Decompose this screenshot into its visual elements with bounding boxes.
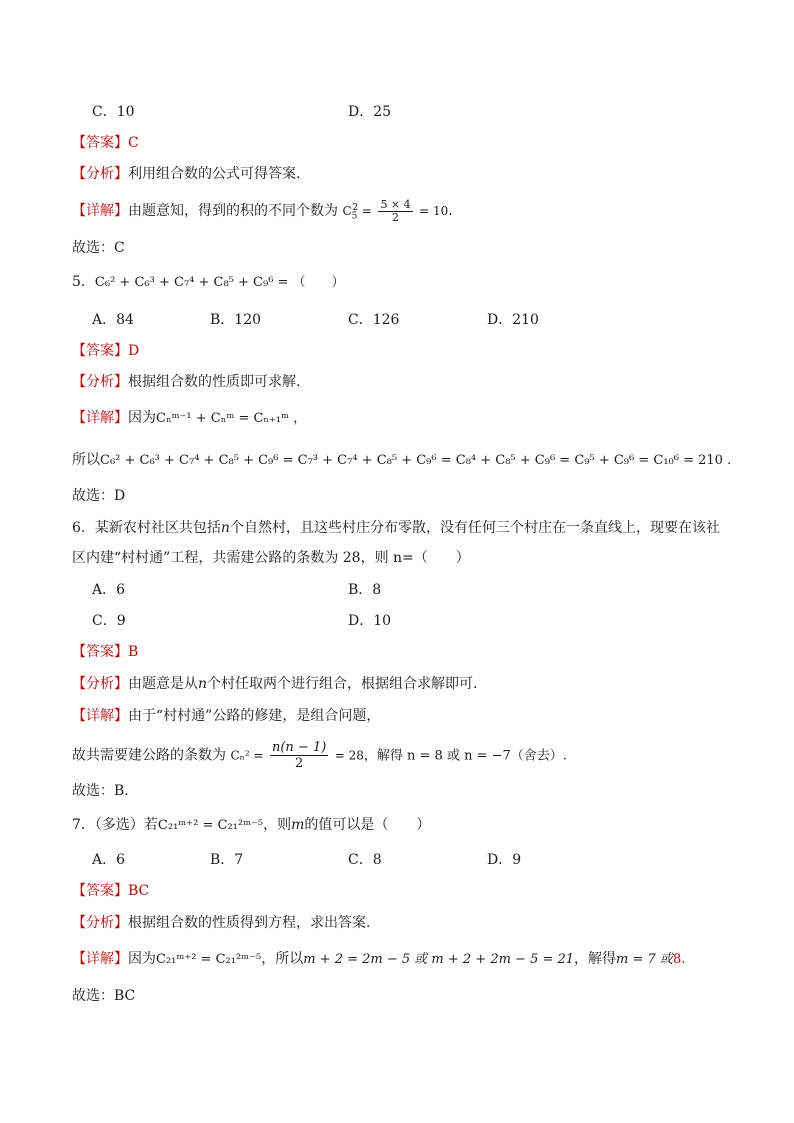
answer-value: C [128,135,139,151]
fraction: $\frac{n(n - 1)}{2}$ [271,740,327,771]
q5-so: 所以C₆² + C₆³ + C₇⁴ + C₈⁵ + C₉⁶ = C₇³ + C₇⁴ + C₈⁵ + C₉⁶ = C₈⁴ + C₈⁵ + C₉⁶ = C₉⁵ + C₉⁶ = C₁₀⁶ = 210 . [72,452,732,468]
q6-option-b: B．8 [348,582,382,598]
q6-answer: 【答案】B [72,644,139,660]
q5-choose: 故选：D [72,488,126,504]
q5-option-a: A．84 [92,312,134,328]
q6-choose: 故选：B. [72,783,129,799]
fraction: $\frac{5 \times 4}{2}$ [380,197,411,224]
q7-option-b: B．7 [210,852,244,868]
q7-option-c: C．8 [348,852,382,868]
q6-option-d: D．10 [348,613,392,629]
q6-stem-line1: 6．某新农村社区共包括n个自然村，且这些村庄分布零散，没有任何三个村庄在一条直线上，现要在该社 [72,520,720,536]
q5-analysis: 【分析】根据组合数的性质即可求解. [72,374,301,390]
so-formula: C₆² + C₆³ + C₇⁴ + C₈⁵ + C₉⁶ = C₇³ + C₇⁴ + C₈⁵ + C₉⁶ = C₈⁴ + C₈⁵ + C₉⁶ = C₉⁵ + C₉⁶ = C₁₀⁶ = 210 . [100,453,732,468]
detail-formula: Cₙᵐ⁻¹ + Cₙᵐ = Cₙ₊₁ᵐ ， [156,411,307,426]
q4-option-d: D．25 [348,104,392,120]
q7-stem: 7．（多选）若C₂₁ᵐ⁺² = C₂₁²ᵐ⁻⁵，则m的值可以是（ ） [72,817,431,833]
q7-detail: 【详解】因为C₂₁ᵐ⁺² = C₂₁²ᵐ⁻⁵，所以m + 2 = 2m − 5 或 m + 2 + 2m − 5 = 21，解得m = 7 或8. [72,951,686,967]
q4-option-c: C．10 [92,104,135,120]
detail-text: 由题意知，得到的积的不同个数为 [128,203,338,219]
q5-option-c: C．126 [348,312,400,328]
q4-choose: 故选：C [72,240,125,256]
q6-option-c: C．9 [92,613,126,629]
q6-analysis: 【分析】由题意是从n个村任取两个进行组合，根据组合求解即可. [72,676,478,692]
q4-analysis [72,164,300,184]
q6-detail: 【详解】由于“村村通”公路的修建，是组合问题， [72,708,381,724]
detail-result: = 10 [419,204,449,218]
combination-symbol: $C_5^2$ = [342,203,372,222]
q4-detail: 【详解】由题意知，得到的积的不同个数为 $C_5^2$ = $\frac{5 \times 4}{2}$ = 10. [72,197,453,224]
q7-analysis: 【分析】根据组合数的性质得到方程，求出答案. [72,915,371,931]
q6-stem-line2: 区内建“村村通”工程，共需建公路的条数为 28，则 n=（ ） [72,550,470,566]
q5-answer: 【答案】D [72,343,140,359]
analysis-tag: 【分析】 [72,166,128,182]
q5-stem: 5．C₆² + C₆³ + C₇⁴ + C₈⁵ + C₉⁶ = （ ） [72,274,345,290]
q7-answer: 【答案】BC [72,883,150,899]
detail-tag: 【详解】 [72,203,128,219]
q5-option-b: B．120 [210,312,262,328]
q6-option-a: A．6 [92,582,126,598]
answer-tag: 【答案】 [72,135,128,151]
q4-answer [72,133,139,153]
q7-choose: 故选：BC [72,988,136,1004]
q6-so: 故共需要建公路的条数为 Cₙ² = $\frac{n(n - 1)}{2}$ = 28，解得 n = 8 或 n = −7（舍去）. [72,740,567,771]
q5-option-d: D．210 [487,312,539,328]
q7-option-d: D．9 [487,852,522,868]
analysis-text: 利用组合数的公式可得答案. [128,166,301,182]
q5-detail: 【详解】因为Cₙᵐ⁻¹ + Cₙᵐ = Cₙ₊₁ᵐ ， [72,410,307,426]
q7-option-a: A．6 [92,852,126,868]
